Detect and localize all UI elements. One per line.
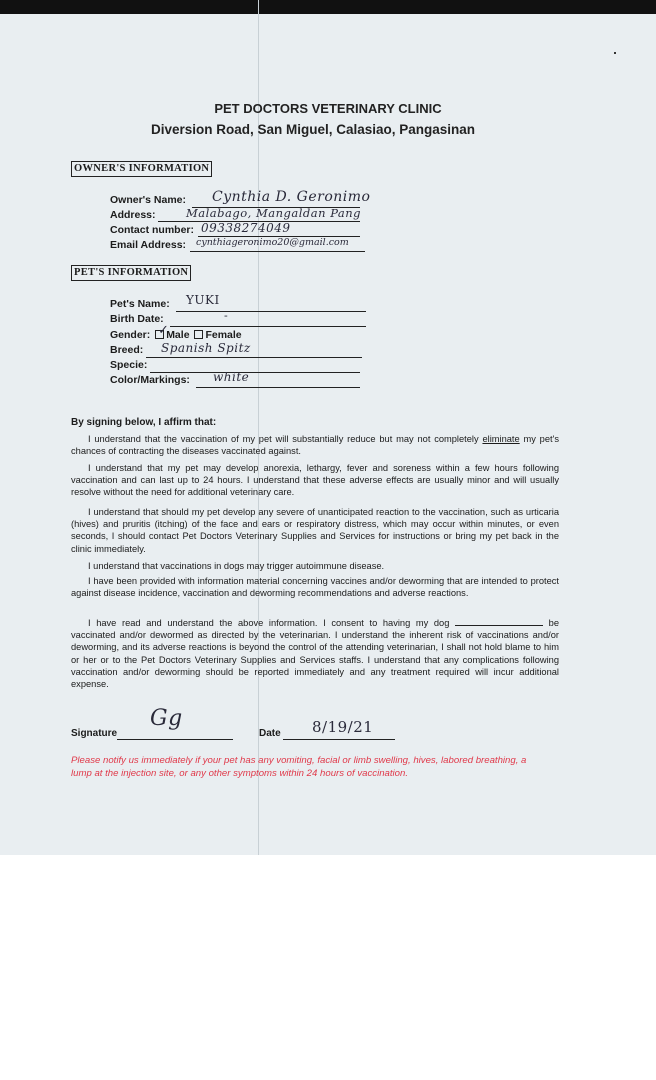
paragraph-autoimmune: [71, 560, 559, 572]
female-checkbox[interactable]: [194, 330, 203, 339]
color-markings-label: Color/Markings:: [110, 374, 190, 386]
date-line[interactable]: [283, 739, 395, 740]
paragraph-vaccination-effect: [71, 433, 559, 457]
contact-number-value: 09338274049: [201, 221, 291, 235]
gender-label: Gender:: [110, 329, 151, 341]
p6-text-a: I have read and understand the above information. I consent to having my dog: [88, 618, 450, 628]
paragraph-severe-reaction: [71, 506, 559, 555]
pet-name-label: Pet's Name:: [110, 298, 170, 310]
date-label: Date: [259, 728, 281, 739]
owner-name-value: Cynthia D. Geronimo: [212, 189, 371, 205]
breed-label: Breed:: [110, 344, 144, 356]
email-line: [190, 251, 365, 252]
owner-section-heading: OWNER'S INFORMATION: [71, 161, 212, 177]
color-markings-value: white: [213, 370, 250, 384]
p4-text: I understand that vaccinations in dogs may trigger autoimmune disease.: [88, 561, 385, 571]
birth-date-line: [170, 326, 366, 327]
birth-date-label: Birth Date:: [110, 313, 164, 325]
address-value: Malabago, Mangaldan Pang: [186, 206, 362, 220]
p6-text-b: be vaccinated and/or dewormed as directed by the veterinarian. I understand the inherent risk of vaccinations and/or deworming, and its adverse reactions is beyond the control of the attending veterinarian, I shall not hold blame to him or her or to the Pet Doctors Veterinary Supplies and Services staffs. I understand that any complications following vaccination and/or deworming should be reported immediately and any treatment required will incur additional expense.: [71, 618, 559, 690]
specie-line: [150, 372, 360, 373]
signature-value: Gg: [150, 706, 183, 731]
male-label: Male: [166, 329, 190, 341]
scan-speck: [614, 52, 616, 54]
dog-name-blank[interactable]: [455, 617, 543, 626]
breed-value: Spanish Spitz: [161, 341, 251, 355]
email-value: cynthiageronimo20@gmail.com: [196, 237, 349, 248]
owner-name-label: Owner's Name:: [110, 194, 187, 206]
birth-date-value: -: [224, 309, 229, 322]
color-markings-line: [196, 387, 360, 388]
female-label: Female: [205, 329, 242, 341]
pet-section-heading: PET'S INFORMATION: [71, 265, 191, 281]
contact-number-label: Contact number:: [110, 224, 194, 236]
pet-name-value: YUKI: [186, 293, 220, 307]
paragraph-consent: [71, 617, 559, 690]
p2-text: I understand that my pet may develop anorexia, lethargy, fever and soreness within a few hours following vaccination and can last up to 24 hours. I understand that these adverse effects are usually minor and will usually resolve without the need for additional veterinary care.: [71, 463, 559, 498]
affirmation-heading: By signing below, I affirm that:: [71, 417, 217, 428]
p1-text-b: my pet's chances of contracting the diseases vaccinated against.: [71, 434, 560, 457]
post-vaccination-notice: Please notify us immediately if your pet has any vomiting, facial or limb swelling, hives, labored breathing, a lump at the injection site, or any other symptoms within 24 hours of vaccination.: [71, 755, 527, 779]
p1-underlined-word: eliminate: [482, 434, 520, 444]
signature-line[interactable]: [117, 739, 233, 740]
date-value: 8/19/21: [312, 718, 374, 736]
paragraph-adverse-effects: [71, 462, 559, 499]
pet-name-line: [176, 311, 366, 312]
gender-row: [110, 329, 242, 341]
email-label: Email Address:: [110, 239, 187, 251]
address-label: Address:: [110, 209, 156, 221]
signature-label: Signature: [71, 728, 118, 739]
clinic-name: PET DOCTORS VETERINARY CLINIC: [214, 101, 442, 116]
male-check-mark: ✓: [158, 323, 170, 338]
p3-text: I understand that should my pet develop any severe of unanticipated reaction to the vaccination, such as urticaria (hives) and pruritis (itching) of the face and ears or respiratory distress, which may occur within minutes, or even seconds, I should contact Pet Doctors Veterinary Supplies and Services for instructions or bring my pet back in the clinic immediately.: [71, 507, 559, 554]
paragraph-information-material: [71, 575, 559, 599]
specie-label: Specie:: [110, 359, 148, 371]
p1-text-a: I understand that the vaccination of my pet will substantially reduce but may not completely: [88, 434, 479, 444]
p5-text: I have been provided with information material concerning vaccines and/or deworming that are intended to protect against disease incidence, vaccination and deworming recommendations and adverse reactions.: [71, 576, 559, 599]
clinic-address: Diversion Road, San Miguel, Calasiao, Pangasinan: [150, 122, 476, 137]
scan-top-edge: [0, 0, 656, 14]
breed-line: [146, 357, 362, 358]
